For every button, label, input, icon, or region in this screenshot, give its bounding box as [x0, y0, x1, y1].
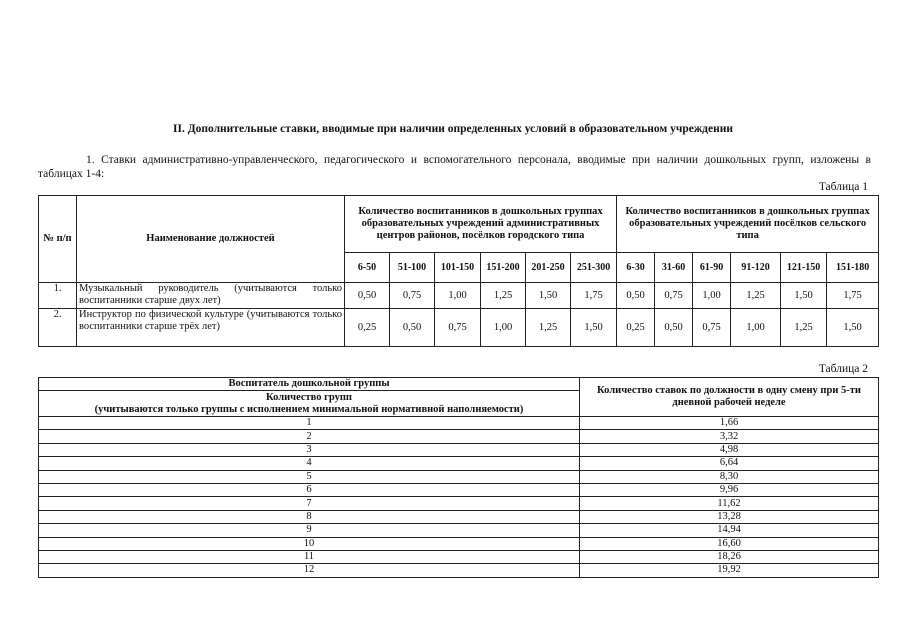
range-header: 6-30 [617, 253, 655, 283]
row-number: 2. [39, 309, 77, 347]
header-group-count-label: Количество групп [266, 391, 352, 403]
rate-value: 1,25 [481, 283, 526, 309]
range-header: 91-120 [731, 253, 781, 283]
section-title: II. Дополнительные ставки, вводимые при наличии определенных условий в образовательном учреждении [173, 123, 733, 135]
rate-value: 0,75 [390, 283, 435, 309]
rate-count: 14,94 [580, 524, 879, 537]
rate-count: 4,98 [580, 443, 879, 456]
group-count: 10 [39, 537, 580, 550]
rate-count: 11,62 [580, 497, 879, 510]
header-teacher: Воспитатель дошкольной группы [39, 378, 580, 391]
range-header: 61-90 [693, 253, 731, 283]
table-row [39, 510, 879, 523]
rate-value: 1,50 [827, 309, 879, 347]
rate-value: 0,75 [655, 283, 693, 309]
table-2 [38, 377, 879, 578]
table-row [39, 524, 879, 537]
group-count: 3 [39, 443, 580, 456]
rate-value: 1,25 [781, 309, 827, 347]
rate-value: 1,50 [781, 283, 827, 309]
col-header-num: № п/п [39, 196, 77, 283]
table-row [39, 537, 879, 550]
range-header: 31-60 [655, 253, 693, 283]
position-name: Инструктор по физической культуре (учитываются только воспитанники старше трёх лет) [77, 309, 345, 347]
group-count: 1 [39, 417, 580, 430]
table-row [39, 550, 879, 563]
rate-value: 1,00 [481, 309, 526, 347]
col-header-name: Наименование должностей [77, 196, 345, 283]
range-header: 51-100 [390, 253, 435, 283]
group-header-urban: Количество воспитанников в дошкольных группах образовательных учреждений административных центров районов, посёлков городского типа [345, 196, 617, 253]
rate-value: 1,75 [827, 283, 879, 309]
rate-count: 3,32 [580, 430, 879, 443]
rate-value: 1,50 [571, 309, 617, 347]
group-count: 4 [39, 457, 580, 470]
table2-caption: Таблица 2 [818, 363, 868, 375]
rate-value: 1,50 [526, 283, 571, 309]
rate-count: 9,96 [580, 483, 879, 496]
rate-count: 13,28 [580, 510, 879, 523]
range-header: 251-300 [571, 253, 617, 283]
header-group-count-note: (учитываются только группы с исполнением минимальной нормативной наполняемости) [94, 403, 524, 415]
table-row [39, 483, 879, 496]
rate-value: 0,75 [435, 309, 481, 347]
group-count: 7 [39, 497, 580, 510]
group-header-rural: Количество воспитанников в дошкольных группах образовательных учреждений посёлков сельского типа [617, 196, 879, 253]
group-count: 2 [39, 430, 580, 443]
range-header: 101-150 [435, 253, 481, 283]
rate-value: 1,00 [693, 283, 731, 309]
rate-count: 1,66 [580, 417, 879, 430]
group-count: 6 [39, 483, 580, 496]
table-row [39, 430, 879, 443]
rate-count: 18,26 [580, 550, 879, 563]
rate-value: 0,50 [617, 283, 655, 309]
group-count: 5 [39, 470, 580, 483]
rate-value: 0,25 [617, 309, 655, 347]
range-header: 151-180 [827, 253, 879, 283]
rate-value: 1,25 [526, 309, 571, 347]
range-header: 201-250 [526, 253, 571, 283]
range-header: 151-200 [481, 253, 526, 283]
group-count: 9 [39, 524, 580, 537]
rate-count: 16,60 [580, 537, 879, 550]
header-rates: Количество ставок по должности в одну смену при 5-ти дневной рабочей неделе [580, 378, 879, 417]
position-name: Музыкальный руководитель (учитываются только воспитанники старше двух лет) [77, 283, 345, 309]
table-row [39, 497, 879, 510]
rate-value: 0,50 [390, 309, 435, 347]
rate-value: 0,50 [345, 283, 390, 309]
rate-value: 1,25 [731, 283, 781, 309]
row-number: 1. [39, 283, 77, 309]
table1-caption: Таблица 1 [818, 181, 868, 193]
rate-count: 8,30 [580, 470, 879, 483]
table-row [39, 309, 879, 347]
rate-value: 1,00 [435, 283, 481, 309]
table-row [39, 417, 879, 430]
table-row [39, 564, 879, 577]
group-count: 12 [39, 564, 580, 577]
table-1 [38, 195, 879, 347]
rate-value: 0,50 [655, 309, 693, 347]
table-row [39, 283, 879, 309]
rate-count: 19,92 [580, 564, 879, 577]
header-group-count [39, 391, 580, 417]
table-row [39, 457, 879, 470]
range-header: 121-150 [781, 253, 827, 283]
intro-paragraph: 1. Ставки административно-управленческого, педагогического и вспомогательного персонала, вводимые при наличии дошкольных групп, изложены в таблицах 1-4: [38, 154, 871, 180]
group-count: 8 [39, 510, 580, 523]
rate-value: 1,75 [571, 283, 617, 309]
table-row [39, 443, 879, 456]
rate-count: 6,64 [580, 457, 879, 470]
rate-value: 0,75 [693, 309, 731, 347]
rate-value: 1,00 [731, 309, 781, 347]
group-count: 11 [39, 550, 580, 563]
range-header: 6-50 [345, 253, 390, 283]
rate-value: 0,25 [345, 309, 390, 347]
table-row [39, 470, 879, 483]
